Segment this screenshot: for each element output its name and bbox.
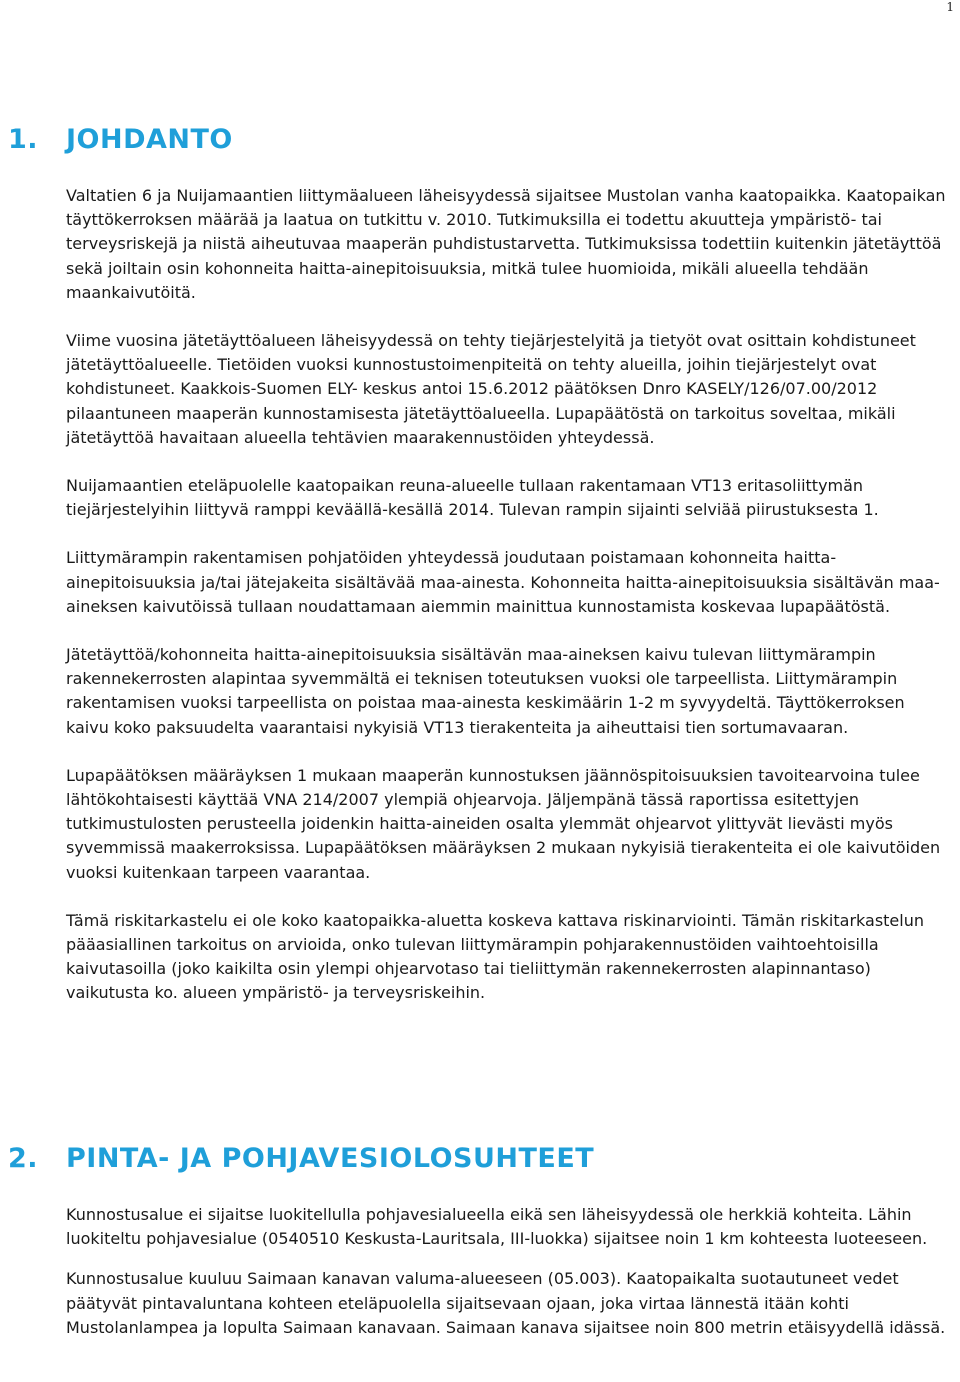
section-heading-pinta-ja-pohjavesiolosuhteet	[8, 1143, 594, 1174]
paragraph: Valtatien 6 ja Nuijamaantien liittymäalueen läheisyydessä sijaitsee Mustolan vanha kaatopaikka. Kaatopaikan täyttökerroksen määrää ja laatua on tutkittu v. 2010. Tutkimuksilla ei todettu akuutteja ympäristö- tai terveysriskejä ja niistä aiheutuvaa maaperän puhdistustarvetta. Tutkimuksissa todettiin kuitenkin jätetäyttöä sekä joiltain osin kohonneita haitta-ainepitoisuuksia, mitkä tulee huomioida, mikäli alueella tehdään maankaivutöitä.	[66, 186, 946, 302]
section-body-johdanto	[66, 184, 952, 1006]
paragraph: Kunnostusalue kuuluu Saimaan kanavan valuma-alueeseen (05.003). Kaatopaikalta suotautuneet vedet päätyvät pintavaluntana kohteen eteläpuolella sijaitsevaan ojaan, joka virtaa lännestä itään kohti Mustolanlampea ja lopulta Saimaan kanavaan. Saimaan kanava sijaitsee noin 800 metrin etäisyydellä idässä.	[66, 1269, 946, 1337]
section-number: 2.	[8, 1143, 39, 1174]
paragraph: Kunnostusalue ei sijaitse luokitellulla pohjavesialueella eikä sen läheisyydessä ole herkkiä kohteita. Lähin luokiteltu pohjavesialue (0540510 Keskusta-Lauritsala, III-luokka) sijaitsee noin 1 km kohteesta luoteeseen.	[66, 1205, 928, 1249]
section-title: PINTA- JA POHJAVESIOLOSUHTEET	[66, 1143, 595, 1174]
page-number: 1	[946, 0, 954, 14]
section-number: 1.	[8, 124, 39, 155]
section-title: JOHDANTO	[66, 124, 233, 155]
paragraph: Nuijamaantien eteläpuolelle kaatopaikan reuna-alueelle tullaan rakentamaan VT13 eritasoliittymän tiejärjestelyihin liittyvä ramppi keväällä-kesällä 2014. Tulevan rampin sijainti selviää piirustuksesta 1.	[66, 476, 879, 520]
paragraph: Jätetäyttöä/kohonneita haitta-ainepitoisuuksia sisältävän maa-aineksen kaivu tulevan liittymärampin rakennekerrosten alapintaa syvemmältä ei teknisen toteutuksen vuoksi ole tarpeellista. Liittymärampin rakentamisen vuoksi tarpeellista on poistaa maa-ainesta keskimäärin 1-2 m syvyydeltä. Täyttökerroksen kaivu koko paksuudelta vaarantaisi nykyisiä VT13 tierakenteita ja aiheuttaisi tien sortumavaaran.	[66, 645, 905, 737]
paragraph: Liittymärampin rakentamisen pohjatöiden yhteydessä joudutaan poistamaan kohonneita haitta-ainepitoisuuksia ja/tai jätejakeita sisältävää maa-ainesta. Kohonneita haitta-ainepitoisuuksia sisältävän maa-aineksen kaivutöissä tullaan noudattamaan aiemmin mainittua kunnostamista koskevaa lupapäätöstä.	[66, 548, 940, 616]
paragraph: Lupapäätöksen määräyksen 1 mukaan maaperän kunnostuksen jäännöspitoisuuksien tavoitearvoina tulee lähtökohtaisesti käyttää VNA 214/2007 ylempiä ohjearvoja. Jäljempänä tässä raportissa esitettyjen tutkimustulosten perusteella joidenkin haitta-aineiden osalta ylemmät ohjearvot ylittyvät lievästi myös syvemmissä maakerroksissa. Lupapäätöksen määräyksen 2 mukaan nykyisiä tierakenteita ei ole kaivutöiden vuoksi kuitenkaan tarpeen vaarantaa.	[66, 765, 941, 882]
section-body-pinta-ja-pohjavesiolosuhteet	[66, 1203, 952, 1340]
section-heading-johdanto	[8, 124, 233, 155]
paragraph: Tämä riskitarkastelu ei ole koko kaatopaikka-aluetta koskeva kattava riskinarviointi. Tämän riskitarkastelun pääasiallinen tarkoitus on arvioida, onko tulevan liittymärampin pohjarakennustöiden vaihtoehtoisilla kaivutasoilla (joko kaikilta osin ylempi ohjearvotaso tai tieliittymän rakennekerrosten alapinnantaso) vaikutusta ko. alueen ympäristö- ja terveysriskeihin.	[66, 910, 924, 1003]
paragraph: Viime vuosina jätetäyttöalueen läheisyydessä on tehty tiejärjestelyitä ja tietyöt ovat osittain kohdistuneet jätetäyttöalueelle. Tietöiden vuoksi kunnostustoimenpiteitä on tehty alueilla, joihin tiejärjestelyt ovat kohdistuneet. Kaakkois-Suomen ELY- keskus antoi 15.6.2012 päätöksen Dnro KASELY/126/07.00/2012 pilaantuneen maaperän kunnostamisesta jätetäyttöalueella. Lupapäätöstä on tarkoitus soveltaa, mikäli jätetäyttöä havaitaan alueella tehtävien maarakennustöiden yhteydessä.	[66, 331, 916, 447]
